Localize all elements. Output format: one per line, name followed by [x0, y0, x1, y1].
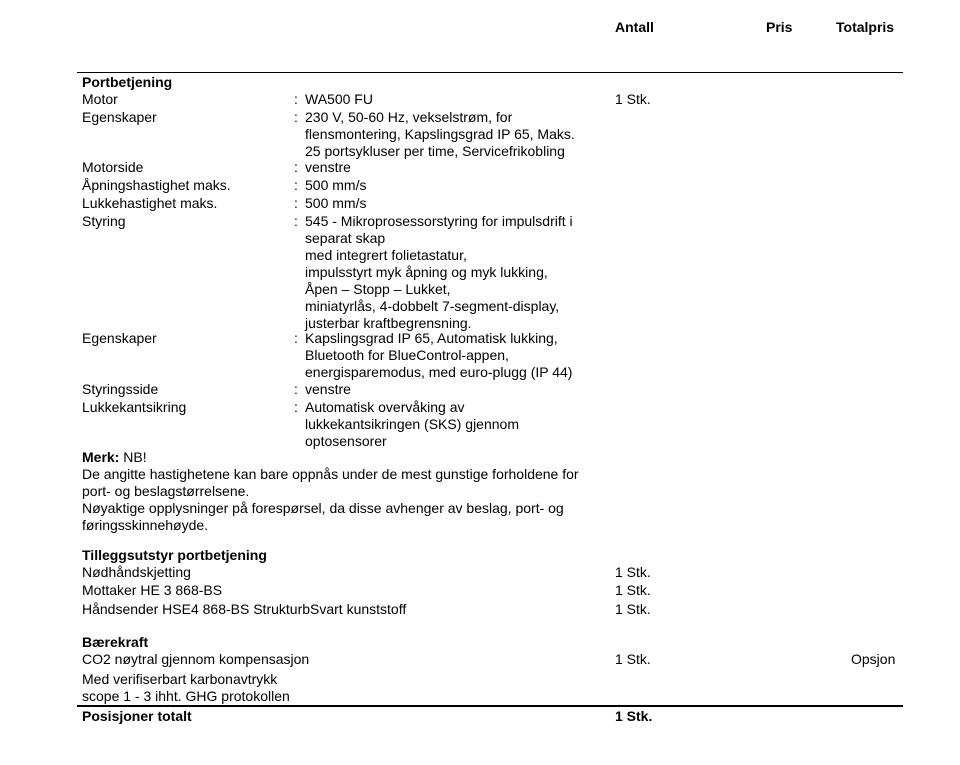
value-styring-line: med integrert folietastatur,	[305, 247, 467, 263]
label-egenskaper: Egenskaper	[82, 109, 157, 125]
label-lukkehastighet: Lukkehastighet maks.	[82, 195, 218, 211]
value-egenskaper-line: Kapslingsgrad IP 65, Automatisk lukking,	[305, 330, 558, 346]
baerekraft-totalpris: Opsjon	[851, 651, 896, 667]
header-divider	[77, 72, 903, 73]
section-title-tilleggsutstyr: Tilleggsutstyr portbetjening	[82, 547, 267, 563]
value-lukkekantsikring-line: lukkekantsikringen (SKS) gjennom	[305, 416, 519, 432]
list-item-qty: 1 Stk.	[615, 601, 651, 617]
colon: :	[294, 195, 298, 211]
value-egenskaper-line: flensmontering, Kapslingsgrad IP 65, Maks.	[305, 126, 575, 142]
list-item-label: Nødhåndskjetting	[82, 564, 191, 580]
colon: :	[294, 109, 298, 125]
label-lukkekantsikring: Lukkekantsikring	[82, 399, 187, 415]
value-egenskaper-line: Bluetooth for BlueControl-appen,	[305, 347, 509, 363]
value-lukkekantsikring-line: Automatisk overvåking av	[305, 399, 465, 415]
colon: :	[294, 177, 298, 193]
header-antall: Antall	[615, 19, 654, 35]
total-divider	[77, 705, 903, 707]
value-styring-line: separat skap	[305, 230, 386, 246]
value-aapningshastighet: 500 mm/s	[305, 177, 367, 193]
section-title-baerekraft: Bærekraft	[82, 634, 149, 650]
colon: :	[294, 213, 298, 229]
value-egenskaper-line: energisparemodus, med euro-plugg (IP 44)	[305, 364, 573, 380]
value-styring-line: 545 - Mikroprosessorstyring for impulsdrift i	[305, 213, 573, 229]
colon: :	[294, 330, 298, 346]
header-totalpris: Totalpris	[836, 19, 895, 35]
colon: :	[294, 159, 298, 175]
note-line: De angitte hastighetene kan bare oppnås under de mest gunstige forholdene for	[82, 466, 579, 482]
baerekraft-line: Med verifiserbart karbonavtrykk	[82, 671, 278, 687]
colon: :	[294, 381, 298, 397]
value-styring-line: miniatyrlås, 4-dobbelt 7-segment-display,	[305, 298, 560, 314]
colon: :	[294, 399, 298, 415]
baerekraft-line: CO2 nøytral gjennom kompensasjon	[82, 651, 310, 667]
list-item-label: Håndsender HSE4 868-BS StrukturbSvart kunststoff	[82, 601, 407, 617]
list-item-qty: 1 Stk.	[615, 564, 651, 580]
qty-motor: 1 Stk.	[615, 91, 651, 107]
value-motor: WA500 FU	[305, 91, 373, 107]
note-line: Nøyaktige opplysninger på forespørsel, da disse avhenger av beslag, port- og	[82, 500, 564, 516]
label-styring: Styring	[82, 213, 126, 229]
label-motor: Motor	[82, 91, 118, 107]
baerekraft-qty: 1 Stk.	[615, 651, 651, 667]
header-pris: Pris	[766, 19, 793, 35]
value-lukkekantsikring-line: optosensorer	[305, 433, 387, 449]
value-styringsside: venstre	[305, 381, 351, 397]
label-aapningshastighet: Åpningshastighet maks.	[82, 177, 231, 193]
section-title-portbetjening: Portbetjening	[82, 74, 173, 90]
label-styringsside: Styringsside	[82, 381, 159, 397]
list-item-qty: 1 Stk.	[615, 582, 651, 598]
value-styring-line: Åpen – Stopp – Lukket,	[305, 281, 451, 297]
note-line: port- og beslagstørrelsene.	[82, 483, 250, 499]
note-line: føringsskinnehøyde.	[82, 517, 209, 533]
value-motorside: venstre	[305, 159, 351, 175]
colon: :	[294, 91, 298, 107]
total-qty: 1 Stk.	[615, 708, 653, 724]
value-styring-line: justerbar kraftbegrensning.	[305, 315, 472, 331]
note-heading	[82, 449, 147, 466]
baerekraft-line: scope 1 - 3 ihht. GHG protokollen	[82, 688, 290, 704]
list-item-label: Mottaker HE 3 868-BS	[82, 582, 223, 598]
note-label: Merk:	[82, 449, 120, 465]
value-styring-line: impulsstyrt myk åpning og myk lukking,	[305, 264, 548, 280]
label-motorside: Motorside	[82, 159, 144, 175]
label-egenskaper: Egenskaper	[82, 330, 157, 346]
note-nb: NB!	[123, 449, 147, 465]
value-egenskaper-line: 25 portsykluser per time, Servicefrikobling	[305, 143, 565, 159]
total-label: Posisjoner totalt	[82, 708, 192, 724]
value-lukkehastighet: 500 mm/s	[305, 195, 367, 211]
value-egenskaper-line: 230 V, 50-60 Hz, vekselstrøm, for	[305, 109, 513, 125]
